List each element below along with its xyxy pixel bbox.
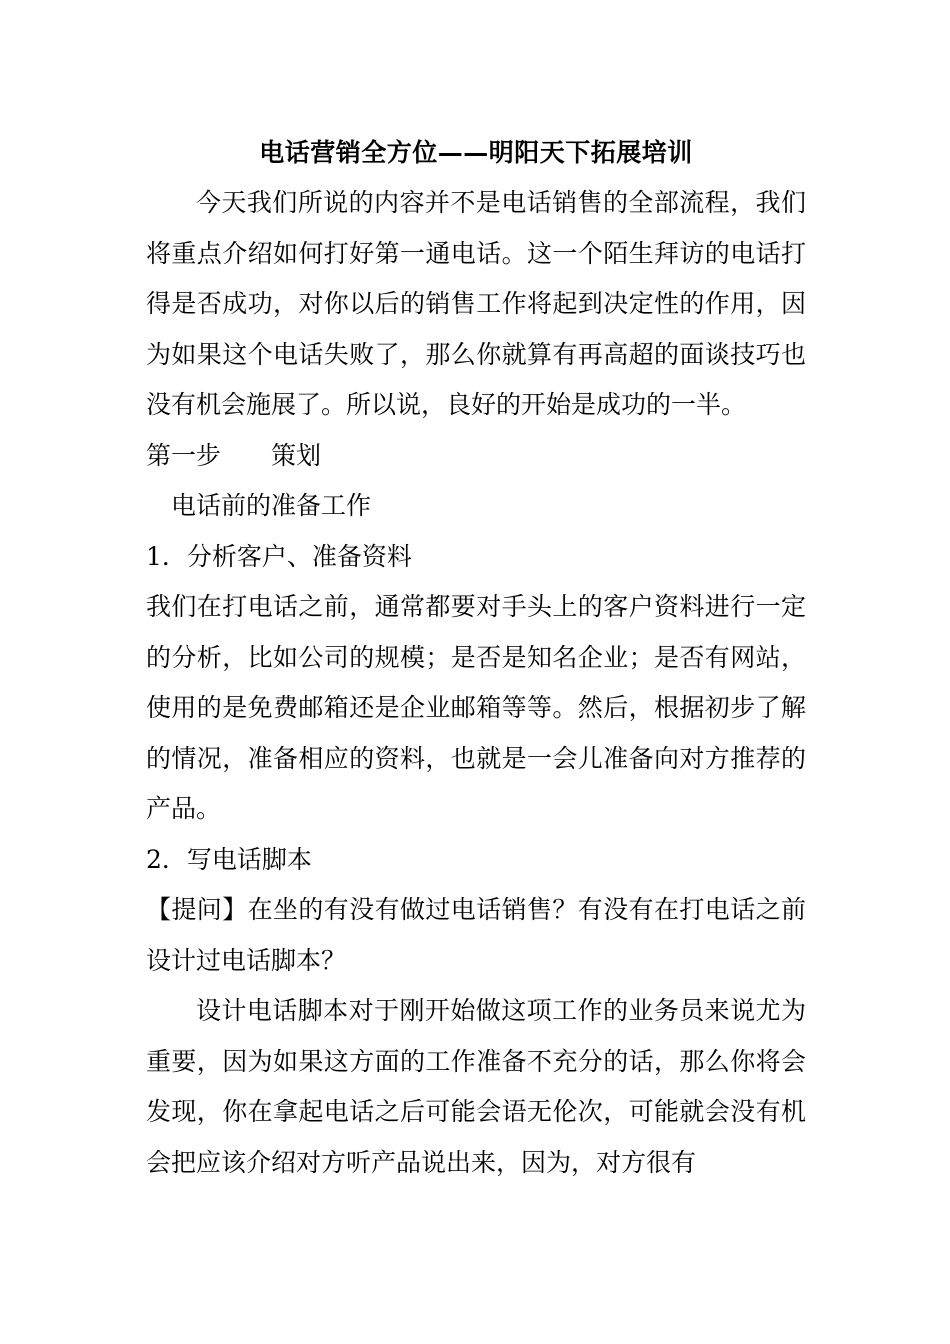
script-paragraph: 设计电话脚本对于刚开始做这项工作的业务员来说尤为重要，因为如果这方面的工作准备不充分的话，那么你将会发现，你在拿起电话之后可能会语无伦次，可能就会没有机会把应该介绍对方听产品说出来，因为，对方很有	[146, 996, 806, 1177]
item1-heading: 1．分析客户、准备资料	[146, 541, 412, 571]
step-heading	[146, 431, 806, 482]
document-title: 电话营销全方位——明阳天下拓展培训	[259, 138, 693, 167]
document-page	[146, 128, 806, 1188]
item2-heading: 2．写电话脚本	[146, 844, 312, 874]
question-paragraph: 【提问】在坐的有没有做过电话销售？有没有在打电话之前设计过电话脚本？	[146, 895, 806, 975]
intro-paragraph: 今天我们所说的内容并不是电话销售的全部流程，我们将重点介绍如何打好第一通电话。这一个陌生拜访的电话打得是否成功，对你以后的销售工作将起到决定性的作用，因为如果这个电话失败了，那么你就算有再高超的面谈技巧也没有机会施展了。所以说，良好的开始是成功的一半。	[146, 188, 806, 419]
step-label: 第一步	[146, 440, 222, 470]
prep-heading: 电话前的准备工作	[171, 491, 372, 520]
item1-paragraph: 我们在打电话之前，通常都要对手头上的客户资料进行一定的分析，比如公司的规模；是否是知名企业；是否有网站，使用的是免费邮箱还是企业邮箱等等。然后，根据初步了解的情况，准备相应的资料，也就是一会儿准备向对方推荐的产品。	[146, 592, 806, 823]
step-name: 策划	[271, 440, 322, 470]
